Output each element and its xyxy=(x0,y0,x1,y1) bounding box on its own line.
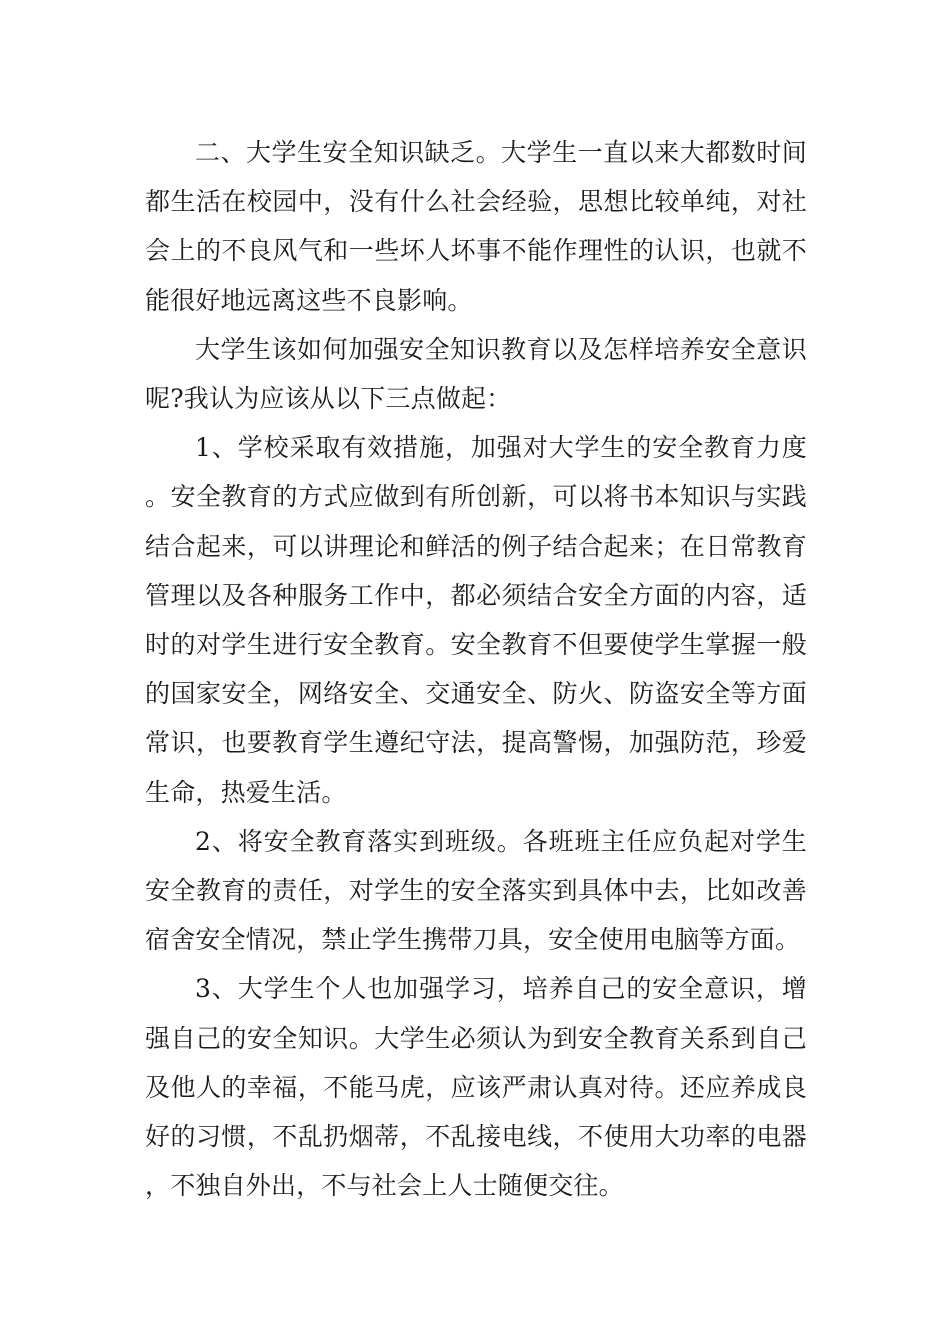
paragraph-point-1: 1、学校采取有效措施，加强对大学生的安全教育力度。安全教育的方式应做到有所创新，可以将书本知识与实践结合起来，可以讲理论和鲜活的例子结合起来；在日常教育管理以及各种服务工作中，都必须结合安全方面的内容，适时的对学生进行安全教育。安全教育不但要使学生掌握一般的国家安全，网络安全、交通安全、防火、防盗安全等方面常识，也要教育学生遵纪守法，提高警惕，加强防范，珍爱生命，热爱生活。 xyxy=(145,433,807,807)
document-body xyxy=(145,128,807,1210)
paragraph-lack-of-safety-knowledge: 二、大学生安全知识缺乏。大学生一直以来大都数时间都生活在校园中，没有什么社会经验，思想比较单纯，对社会上的不良风气和一些坏人坏事不能作理性的认识，也就不能很好地远离这些不良影响。 xyxy=(145,138,807,315)
paragraph-question: 大学生该如何加强安全知识教育以及怎样培养安全意识呢?我认为应该从以下三点做起： xyxy=(145,334,807,414)
paragraph-point-3: 3、大学生个人也加强学习，培养自己的安全意识，增强自己的安全知识。大学生必须认为到安全教育关系到自己及他人的幸福，不能马虎，应该严肃认真对待。还应养成良好的习惯，不乱扔烟蒂，不乱接电线，不使用大功率的电器，不独自外出，不与社会上人士随便交往。 xyxy=(145,974,807,1201)
paragraph-point-2: 2、将安全教育落实到班级。各班班主任应负起对学生安全教育的责任，对学生的安全落实到具体中去，比如改善宿舍安全情况，禁止学生携带刀具，安全使用电脑等方面。 xyxy=(145,826,807,955)
